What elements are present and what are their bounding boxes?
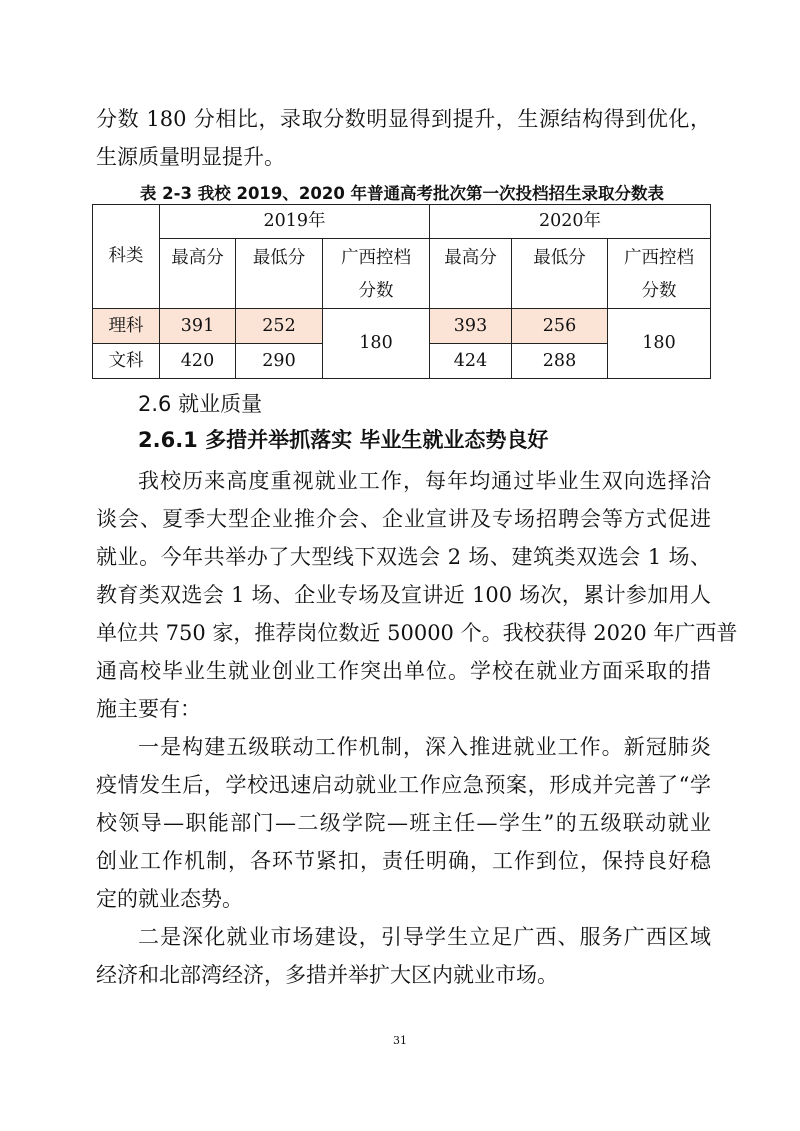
table-caption: 表 2-3 我校 2019、2020 年普通高考批次第一次投档招生录取分数表 bbox=[139, 184, 665, 203]
para3-line: 二是深化就业市场建设，引导学生立足广西、服务广西区域 bbox=[138, 925, 711, 949]
intro-line-1: 分数 180 分相比，录取分数明显得到提升，生源结构得到优化， bbox=[96, 107, 711, 131]
cell-min-2020: 256 bbox=[512, 309, 608, 344]
para1-line: 单位共 750 家，推荐岗位数近 50000 个。我校获得 2020 年广西普 bbox=[96, 621, 738, 645]
para2-line: 疫情发生后，学校迅速启动就业工作应急预案，形成并完善了“学 bbox=[96, 773, 711, 797]
cell-max-2020: 424 bbox=[430, 344, 512, 379]
cell-control-2020: 180 bbox=[608, 309, 711, 379]
cell-min-2019: 252 bbox=[236, 309, 323, 344]
cell-min-2019: 290 bbox=[236, 344, 323, 379]
cell-max-2019: 420 bbox=[160, 344, 236, 379]
row-category: 理科 bbox=[93, 309, 160, 344]
header-max-2019: 最高分 bbox=[160, 239, 236, 309]
header-control-2019-line1: 广西控档 bbox=[341, 247, 411, 268]
header-control-2019-line2: 分数 bbox=[358, 280, 394, 301]
subsection-heading: 2.6.1 多措并举抓落实 毕业生就业态势良好 bbox=[138, 428, 549, 452]
row-category: 文科 bbox=[93, 344, 160, 379]
para1-line: 教育类双选会 1 场、企业专场及宣讲近 100 场次，累计参加用人 bbox=[96, 583, 711, 607]
para1-line: 通高校毕业生就业创业工作突出单位。学校在就业方面采取的措 bbox=[96, 659, 711, 683]
cell-min-2020: 288 bbox=[512, 344, 608, 379]
header-category: 科类 bbox=[93, 205, 160, 309]
admission-score-table bbox=[92, 204, 711, 379]
para2-line: 定的就业态势。 bbox=[96, 887, 243, 911]
header-control-2020-line2: 分数 bbox=[641, 280, 677, 301]
header-min-2019: 最低分 bbox=[236, 239, 323, 309]
intro-line-2: 生源质量明显提升。 bbox=[96, 145, 285, 169]
cell-max-2019: 391 bbox=[160, 309, 236, 344]
para3-line: 经济和北部湾经济，多措并举扩大区内就业市场。 bbox=[96, 963, 558, 987]
para1-line: 我校历来高度重视就业工作，每年均通过毕业生双向选择洽 bbox=[138, 469, 711, 493]
table-row bbox=[93, 309, 711, 344]
para1-line: 施主要有： bbox=[96, 697, 201, 721]
cell-max-2020: 393 bbox=[430, 309, 512, 344]
para1-line: 就业。今年共举办了大型线下双选会 2 场、建筑类双选会 1 场、 bbox=[96, 545, 711, 569]
page-number: 31 bbox=[393, 1034, 407, 1047]
header-control-2020-line1: 广西控档 bbox=[624, 247, 694, 268]
header-min-2020: 最低分 bbox=[512, 239, 608, 309]
para1-line: 谈会、夏季大型企业推介会、企业宣讲及专场招聘会等方式促进 bbox=[96, 507, 711, 531]
header-control-2020 bbox=[608, 239, 711, 309]
para2-line: 创业工作机制，各环节紧扣，责任明确，工作到位，保持良好稳 bbox=[96, 849, 711, 873]
para2-line: 校领导—职能部门—二级学院—班主任—学生”的五级联动就业 bbox=[96, 811, 711, 835]
section-heading: 2.6 就业质量 bbox=[138, 392, 263, 416]
header-control-2019 bbox=[323, 239, 430, 309]
header-year-2020: 2020年 bbox=[430, 205, 711, 239]
header-max-2020: 最高分 bbox=[430, 239, 512, 309]
para2-line: 一是构建五级联动工作机制，深入推进就业工作。新冠肺炎 bbox=[138, 735, 711, 759]
cell-control-2019: 180 bbox=[323, 309, 430, 379]
header-year-2019: 2019年 bbox=[160, 205, 430, 239]
